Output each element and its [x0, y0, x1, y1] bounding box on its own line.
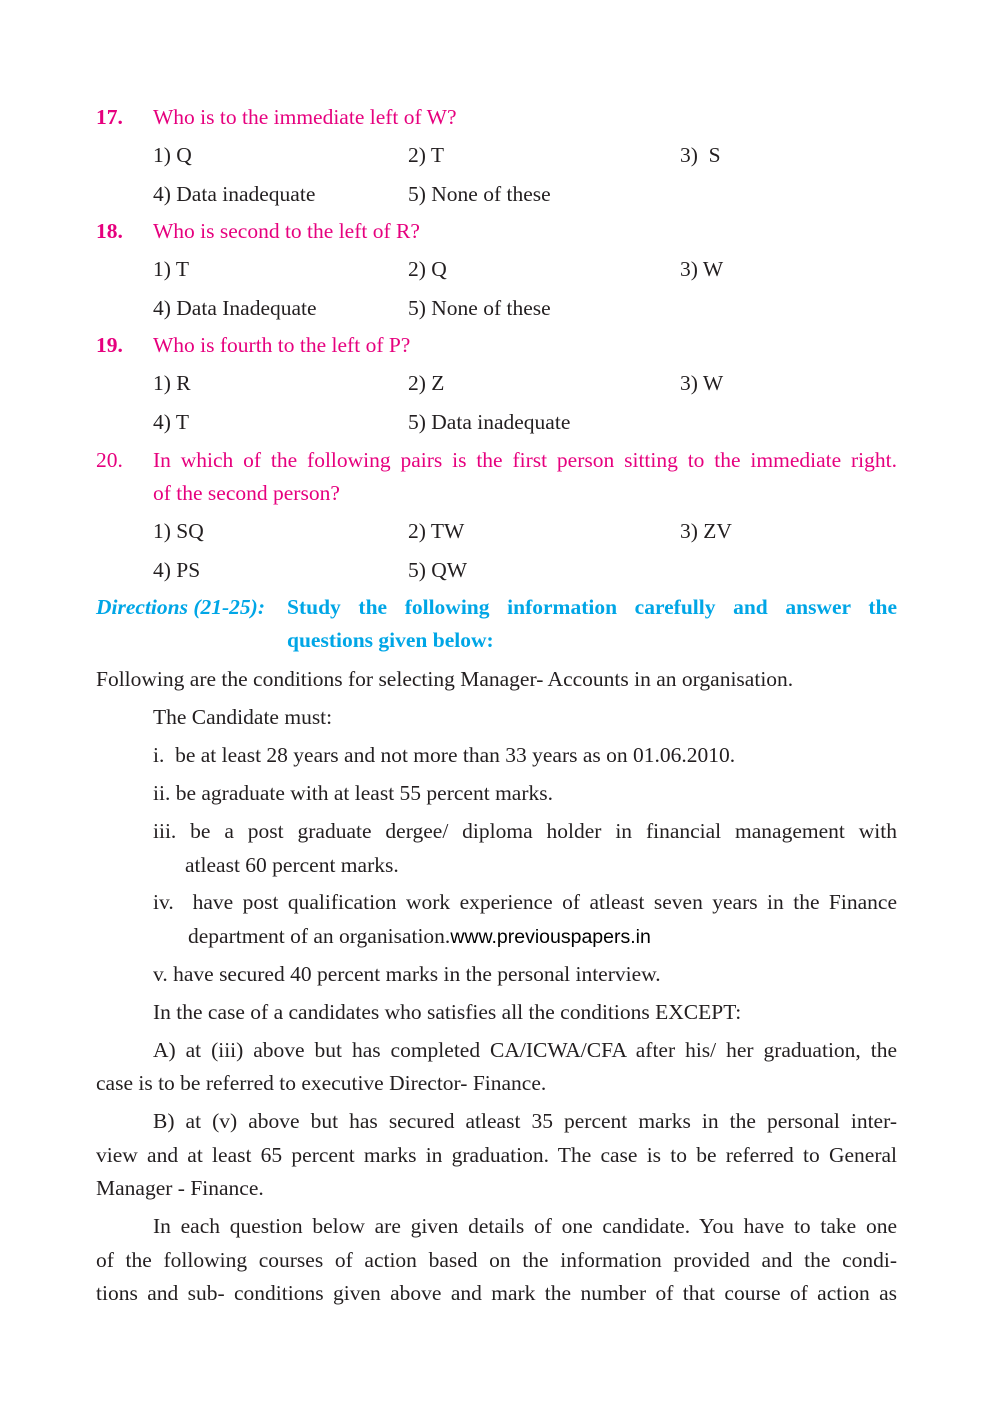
- instructions-line-1: In each question below are given details of one candidate. You have to take one: [153, 1214, 897, 1238]
- question-18-text: Who is second to the left of R?: [153, 219, 420, 243]
- passage-intro: Following are the conditions for selecting Manager- Accounts in an organisation.: [96, 667, 794, 691]
- question-20-option-1: 1) SQ: [153, 519, 204, 543]
- question-19-option-1: 1) R: [153, 371, 191, 395]
- question-18-option-1: 1) T: [153, 257, 190, 281]
- sub-condition-a-line-1: A) at (iii) above but has completed CA/ICWA/CFA after his/ her graduation, the: [153, 1038, 897, 1062]
- condition-ii: ii. be agraduate with at least 55 percent marks.: [153, 781, 553, 805]
- except-clause: In the case of a candidates who satisfies all the conditions EXCEPT:: [153, 1000, 742, 1024]
- passage-candidate-must: The Candidate must:: [153, 705, 333, 729]
- question-20-option-3: 3) ZV: [680, 519, 732, 543]
- sub-condition-b-line-2: view and at least 65 percent marks in graduation. The case is to be referred to General: [96, 1143, 897, 1167]
- condition-iv-line-1: iv. have post qualification work experience of atleast seven years in the Finance: [153, 890, 897, 914]
- question-18-option-3: 3) W: [680, 257, 724, 281]
- directions-label: Directions (21-25):: [96, 595, 265, 619]
- question-20-number: 20.: [96, 448, 123, 472]
- sub-condition-a-line-2: case is to be referred to executive Director- Finance.: [96, 1071, 547, 1095]
- instructions-line-2: of the following courses of action based on the information provided and the condi-: [96, 1248, 897, 1272]
- question-18-option-5: 5) None of these: [408, 296, 551, 320]
- condition-iv-line-2: [188, 922, 651, 951]
- question-19-option-2: 2) Z: [408, 371, 445, 395]
- question-18-option-2: 2) Q: [408, 257, 447, 281]
- question-17-option-4: 4) Data inadequate: [153, 182, 316, 206]
- question-20-option-2: 2) TW: [408, 519, 465, 543]
- question-19-option-3: 3) W: [680, 371, 724, 395]
- watermark-text: www.previouspapers.in: [450, 926, 651, 948]
- question-19-option-5: 5) Data inadequate: [408, 410, 571, 434]
- question-19-number: 19.: [96, 333, 123, 357]
- question-17-option-3: 3) S: [680, 143, 721, 167]
- instructions-line-3: tions and sub- conditions given above and mark the number of that course of action as: [96, 1281, 897, 1305]
- condition-iii-line-2: atleast 60 percent marks.: [185, 853, 399, 877]
- sub-condition-b-line-1: B) at (v) above but has secured atleast 35 percent marks in the personal inter-: [153, 1109, 897, 1133]
- question-20-option-5: 5) QW: [408, 558, 468, 582]
- question-17-option-1: 1) Q: [153, 143, 192, 167]
- condition-iv-line-2-text: department of an organisation.: [188, 924, 451, 948]
- question-18-option-4: 4) Data Inadequate: [153, 296, 317, 320]
- question-17-number: 17.: [96, 105, 123, 129]
- question-20-text-line-1: In which of the following pairs is the first person sitting to the immediate right.: [153, 448, 897, 472]
- directions-text-line-2: questions given below:: [287, 628, 494, 652]
- question-17-option-5: 5) None of these: [408, 182, 551, 206]
- sub-condition-b-line-3: Manager - Finance.: [96, 1176, 264, 1200]
- condition-v: v. have secured 40 percent marks in the personal interview.: [153, 962, 661, 986]
- condition-iii-line-1: iii. be a post graduate dergee/ diploma holder in financial management with: [153, 819, 897, 843]
- question-19-text: Who is fourth to the left of P?: [153, 333, 411, 357]
- question-17-option-2: 2) T: [408, 143, 445, 167]
- question-18-number: 18.: [96, 219, 123, 243]
- condition-i: i. be at least 28 years and not more than 33 years as on 01.06.2010.: [153, 743, 736, 767]
- directions-text-line-1: Study the following information carefully and answer the: [287, 595, 897, 619]
- question-20-option-4: 4) PS: [153, 558, 201, 582]
- question-17-text: Who is to the immediate left of W?: [153, 105, 457, 129]
- question-20-text-line-2: of the second person?: [153, 481, 340, 505]
- question-19-option-4: 4) T: [153, 410, 190, 434]
